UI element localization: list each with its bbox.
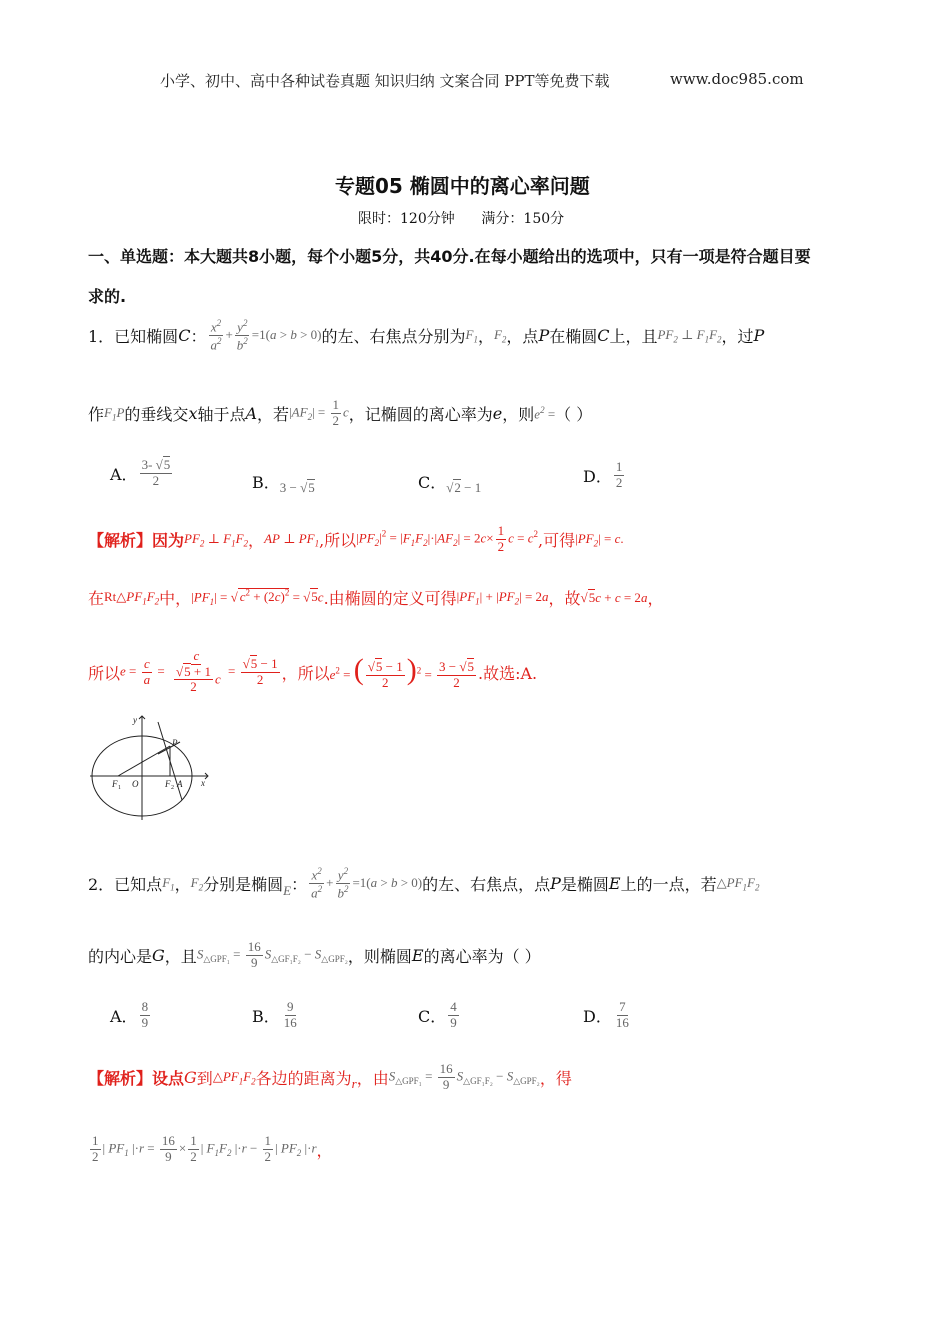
q2-option-b[interactable]: B． $\frac{9}{16}$ [252, 999, 297, 1030]
q2-stem-line2: 的内心是 G ，且 $S_{\triangle GPF_1}$ = $\frac{16}{9}$ $S_{\triangle GF_1F_2} - S_{\triangle GPF_2}$ ，则椭圆 E 的离心率为（ ） [88, 939, 541, 970]
q1-ellipse-equation: $\frac{x^2}{a^2}$ + $\frac{y^2}{b^2}$ =1(a > b > 0) [210, 318, 322, 353]
q2-option-c[interactable]: C． $\frac{4}{9}$ [418, 999, 457, 1030]
page-header-url[interactable]: www.doc985.com [670, 70, 804, 88]
q1-solution-line3: 所以 e = $\frac{c}{a}$ = c $\frac{√5 + 1}{2}$ c = $\frac{√5 - 1}{2}$ ，所以 $e^2$ = ( $\frac{√5 - 1}{2}$ )$^2$ = $\frac{3 - √5}{2}$ .故选:A. [88, 647, 538, 695]
q1-solution-line1: 【解析】因为 $PF_2$ ⊥ $F_1F_2$ ， AP ⊥ $PF_1$ ,所以 $|PF_2|^2 = |F_1F_2|\cdot|AF_2| = 2c\times$ $\frac{1}{2}$ $c = c^2$ ,可得 $|PF_2| = c$. [88, 523, 624, 554]
fig-label-f1: F [112, 779, 118, 789]
page-title: 专题05 椭圆中的离心率问题 [335, 174, 590, 198]
section-header-cont: 求的. [88, 287, 127, 306]
q1-solution-line2: 在 $Rt\triangle PF_1F_2$ 中， $|PF_1|$ = √ $c^2 + (2c)^2 = √5c$ .由椭圆的定义可得 $|PF_1| + |PF_2| = 2a$ ，故 √5c + c = 2a ， [88, 588, 664, 608]
fig-label-x: x [201, 778, 205, 788]
fig-label-o: O [132, 779, 139, 789]
q2-solution-line2: $\frac{1}{2}$ | $PF_1$ |·r = $\frac{16}{9}$ × $\frac{1}{2}$ | $F_1F_2$ |·r − $\frac{1}{2}$ | $PF_2$ |·r ， [92, 1133, 333, 1164]
section-header: 一、单选题：本大题共8小题，每个小题5分，共40分.在每小题给出的选项中，只有一项是符合题目要 [88, 247, 811, 266]
q1-option-c[interactable]: C． √2 − 1 [418, 472, 482, 495]
q2-option-a[interactable]: A． $\frac{8}{9}$ [110, 999, 149, 1030]
fig-label-p: P [172, 738, 178, 748]
q2-stem-line1: 2．已知点 $F_1$ ， $F_2$ 分别是椭圆 E ： $\frac{x^2}{a^2}$ + $\frac{y^2}{b^2}$ =1(a > b > 0) 的左、右焦点，点 P 是椭圆 E 上的一点，若 $\triangle PF_1F_2$ [88, 866, 760, 901]
q2-solution-line1: 【解析】设点 G 到 $\triangle PF_1F_2$ 各边的距离为 r ，由 $S_{\triangle GPF_1}$ = $\frac{16}{9}$ $S_{\triangle GF_1F_2} - S_{\triangle GPF_2}$ ，得 [88, 1061, 572, 1092]
q1-ellipse-figure [86, 712, 216, 824]
q1-option-a[interactable]: A． $\frac{3- √5}{2}$ [110, 457, 171, 488]
fig-label-f2-sub: 2 [171, 785, 174, 791]
fig-label-f1-sub: 1 [118, 785, 121, 791]
page-header-left: 小学、初中、高中各种试卷真题 知识归纳 文案合同 PPT等免费下载 [160, 72, 610, 90]
q2-option-d[interactable]: D． $\frac{7}{16}$ [583, 999, 629, 1030]
fig-label-y: y [133, 715, 137, 725]
q1-option-d[interactable]: D． $\frac{1}{2}$ [583, 459, 623, 490]
q1-stem-line1: 1．已知椭圆 C ： $\frac{x^2}{a^2}$ + $\frac{y^2}{b^2}$ =1(a > b > 0) 的左、右焦点分别为 $F_1$ ， $F_2$ ，点 P 在椭圆 C 上，且 $PF_2$ ⊥ $F_1F_2$ ，过 P [88, 318, 765, 353]
fig-label-a: A [177, 779, 183, 789]
fig-label-f2: F [165, 779, 171, 789]
q1-stem-line2: 作 $F_1P$ 的垂线交 x 轴于点 A ，若 $|AF_2|$ = $\frac{1}{2}$ c ，记椭圆的离心率为 e ，则 $e^2$ = （ ） [88, 397, 593, 428]
q1-option-b[interactable]: B． 3 − √5 [252, 472, 315, 495]
page-subtitle: 限时：120分钟 满分：150分 [358, 211, 565, 227]
